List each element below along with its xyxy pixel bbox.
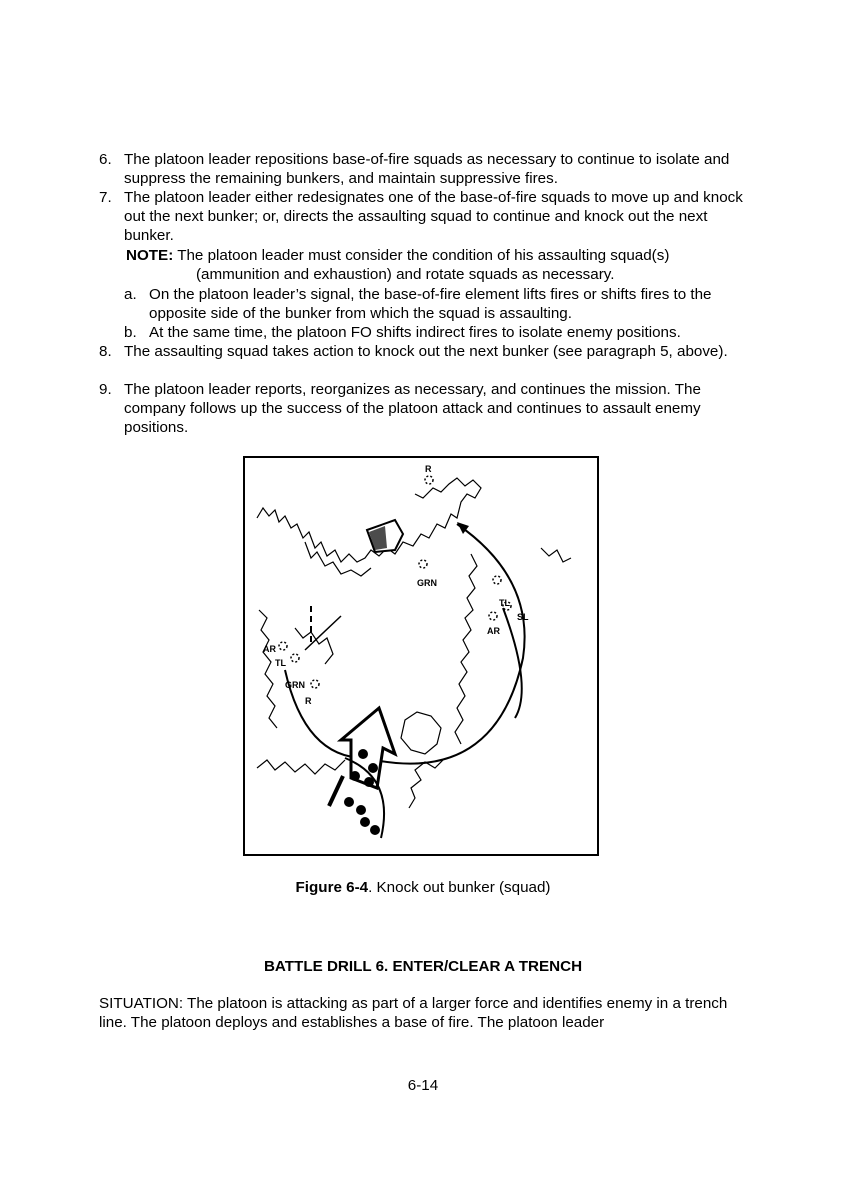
step-number: 8. [99,343,112,360]
step-number: 7. [99,189,112,206]
terrain-left [259,610,277,728]
note-line-2: (ammunition and exhaustion) and rotate squads as necessary. [196,266,615,284]
ar-right-marker [489,612,497,620]
substep-text: At the same time, the platoon FO shifts indirect fires to isolate enemy positions. [149,324,681,341]
situation-paragraph: SITUATION: The platoon is attacking as part of a larger force and identifies enemy in a trench line. The platoon deploys and establishes a base of fire. The platoon leader [99,995,728,1032]
assault-arrow [341,708,395,788]
terrain-left-2 [295,628,333,664]
label-grn-top: GRN [417,578,437,588]
step-number: 6. [99,151,112,168]
caption-text: . Knock out bunker (squad) [368,879,551,896]
substep-letter: b. [124,324,137,341]
tl-left-marker [291,654,299,662]
note-label: NOTE: [126,247,174,264]
label-tl-left: TL [275,658,286,668]
ar-left-marker [279,642,287,650]
label-ar-right: AR [487,626,500,636]
terrain-right-2 [541,548,571,562]
substep-letter: a. [124,286,137,303]
step-text: The assaulting squad takes action to knock out the next bunker (see paragraph 5, above). [124,343,728,360]
terrain-bottom [257,760,345,774]
bunker-icon [367,520,403,552]
step-text: The platoon leader repositions base-of-fire squads as necessary to continue to isolate and suppress the remaining bunkers, and maintain suppressive fires. [124,151,730,188]
label-grn-left: GRN [285,680,305,690]
right-arc [503,608,522,718]
caption-label: Figure 6-4 [295,879,369,896]
step-text: The platoon leader either redesignates one of the base-of-fire squads to move up and knock out the next bunker; or, directs the assaulting squad to continue and knock out the next bunker. [124,189,743,245]
step-number: 9. [99,381,112,398]
label-r-top: R [425,464,432,474]
terrain-bottom-right [409,760,443,808]
terrain-top [257,478,481,562]
substep-text: On the platoon leader’s signal, the base-of-fire element lifts fires or shifts fires to the opposite side of the bunker from which the squad is assaulting. [149,286,712,323]
label-sl: SL [517,612,529,622]
step-text: The platoon leader reports, reorganizes as necessary, and continues the mission. The company follows up the success of the platoon attack and continues to assault enemy positions. [124,381,701,437]
grn-left-marker [311,680,319,688]
tl-right-marker [493,576,501,584]
movement-tick [329,776,343,806]
label-ar-left: AR [263,644,276,654]
tactical-diagram [245,458,596,853]
figure-caption [0,879,846,896]
terrain-blob [401,712,441,754]
grn-top-marker [419,560,427,568]
label-r-left: R [305,696,312,706]
page-number: 6-14 [407,1077,439,1094]
note [126,246,756,284]
figure-knock-out-bunker [243,456,599,856]
label-tl-right: TL [499,598,510,608]
r-top-marker [425,476,433,484]
terrain-right [455,554,477,744]
section-heading: BATTLE DRILL 6. ENTER/CLEAR A TRENCH [263,958,583,975]
note-line-1: The platoon leader must consider the condition of his assaulting squad(s) [177,247,670,264]
